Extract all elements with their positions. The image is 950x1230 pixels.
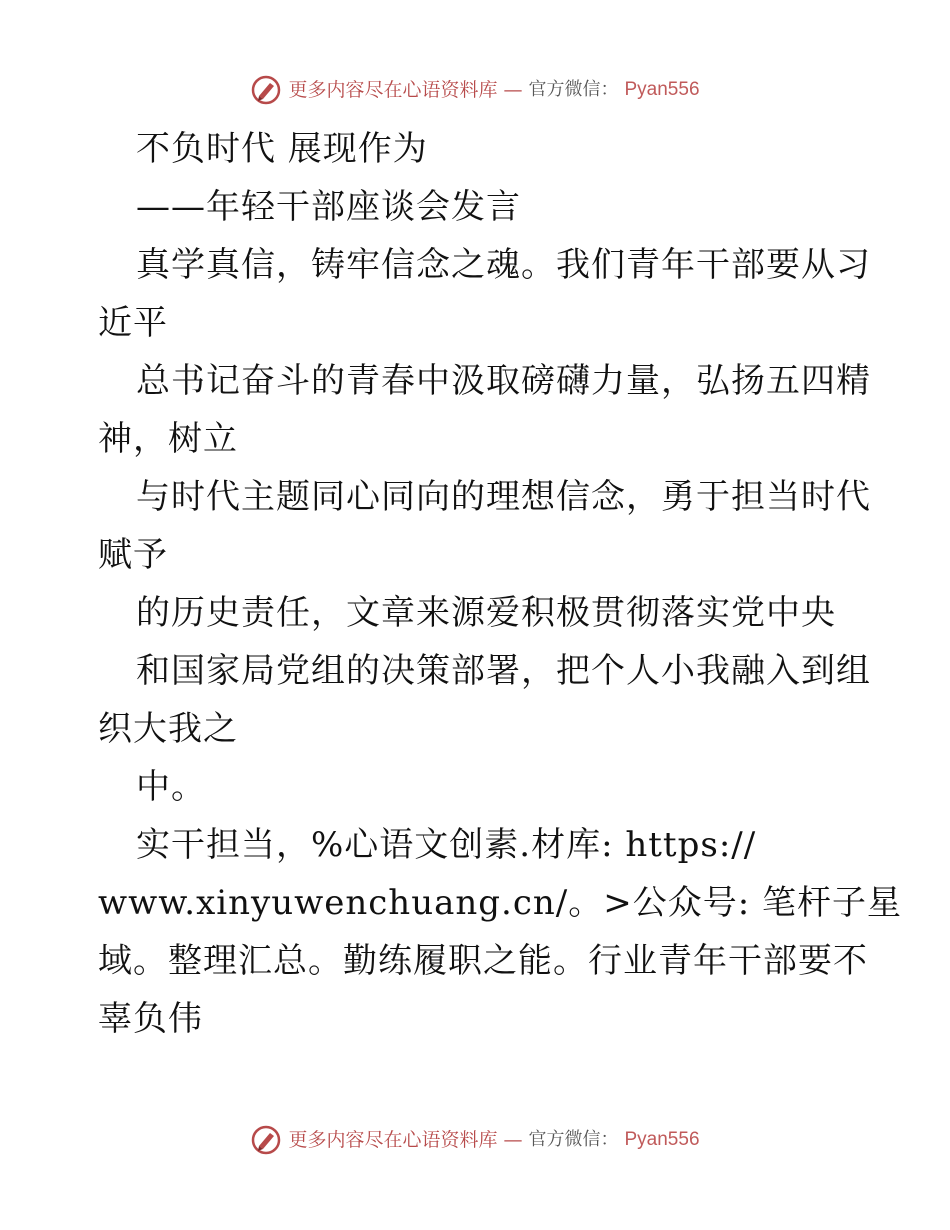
- paragraph-line: 赋予: [98, 535, 168, 575]
- paragraph-line: 和国家局党组的决策部署，把个人小我融入到组: [136, 651, 871, 691]
- wechat-id: Pyan556: [624, 79, 700, 100]
- wechat-label: 官方微信：: [528, 1129, 619, 1150]
- doc-title: 不负时代 展现作为: [136, 129, 428, 169]
- brand-text: 更多内容尽在心语资料库: [288, 79, 498, 101]
- banner-dash: —: [503, 1129, 523, 1151]
- paragraph-line: 的历史责任，文章来源爱积极贯彻落实党中央: [136, 593, 836, 633]
- paragraph-line: 域。整理汇总。勤练履职之能。行业青年干部要不: [98, 941, 868, 981]
- wechat-id: Pyan556: [624, 1129, 700, 1150]
- wechat-label: 官方微信：: [528, 79, 619, 100]
- paragraph-line: 织大我之: [98, 709, 238, 749]
- paragraph-line: 实干担当，%心语文创素.材库: https://: [136, 825, 757, 865]
- pen-logo-icon: [250, 74, 282, 106]
- header-banner: [0, 70, 950, 110]
- paragraph-line: 中。: [136, 767, 206, 807]
- paragraph-line: 近平: [98, 303, 168, 343]
- document-body: [98, 120, 902, 1048]
- paragraph-line: 真学真信，铸牢信念之魂。我们青年干部要从习: [136, 245, 871, 285]
- paragraph-line: www.xinyuwenchuang.cn/。>公众号: 笔杆子星: [98, 883, 902, 923]
- banner-dash: —: [503, 79, 523, 101]
- doc-subtitle: ——年轻干部座谈会发言: [136, 187, 521, 227]
- paragraph-line: 神，树立: [98, 419, 238, 459]
- brand-text: 更多内容尽在心语资料库: [288, 1129, 498, 1151]
- paragraph-line: 总书记奋斗的青春中汲取磅礴力量，弘扬五四精: [136, 361, 871, 401]
- footer-banner: [0, 1120, 950, 1160]
- pen-logo-icon: [250, 1124, 282, 1156]
- paragraph-line: 与时代主题同心同向的理想信念，勇于担当时代: [136, 477, 871, 517]
- paragraph-line: 辜负伟: [98, 999, 203, 1039]
